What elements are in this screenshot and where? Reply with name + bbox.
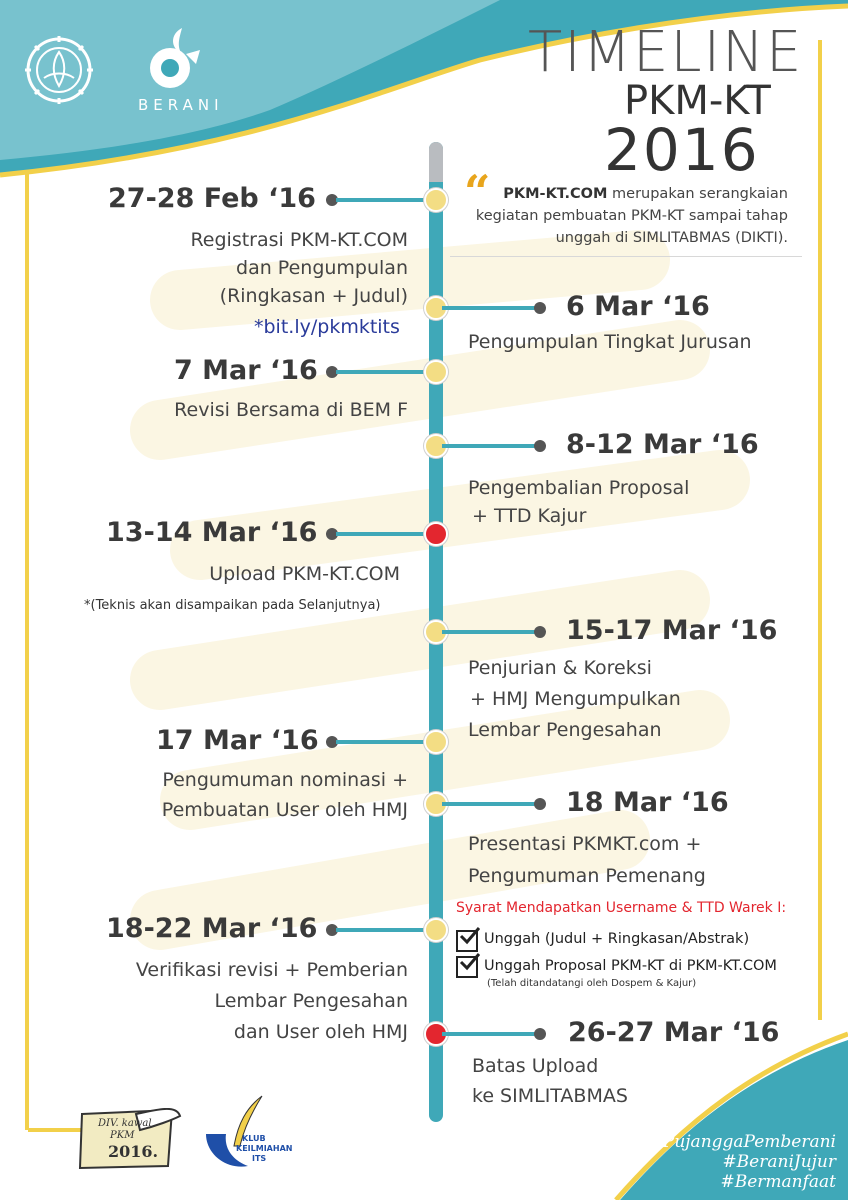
event-description: Presentasi PKMKT.com + Pengumuman Pemenang <box>468 833 706 887</box>
event-description: Penjurian & Koreksi + HMJ Mengumpulkan Lembar Pengesahan <box>468 657 681 741</box>
event-note: *(Teknis akan disampaikan pada Selanjutnya) <box>84 598 381 613</box>
requirement-note: (Telah ditandatangi oleh Dospem & Kajur) <box>487 978 697 989</box>
event-date: 17 Mar ‘16 <box>156 725 319 756</box>
intro-text <box>440 183 788 249</box>
timeline-connector <box>336 198 428 202</box>
event-date: 7 Mar ‘16 <box>174 355 318 386</box>
title-sub: PKM-KT <box>624 78 771 124</box>
timeline-connector <box>336 740 428 744</box>
timeline-node-deadline <box>424 522 448 546</box>
event-date: 15-17 Mar ‘16 <box>566 615 778 646</box>
timeline-connector <box>336 532 428 536</box>
timeline-node <box>424 730 448 754</box>
event-description: Revisi Bersama di BEM F <box>174 399 408 421</box>
title-year: 2016 <box>604 116 760 184</box>
div-kawal-pkm-logo: DIV. kawal PKM 2016. <box>76 1108 186 1172</box>
quote-icon: “ <box>464 165 491 219</box>
timeline-node <box>424 188 448 212</box>
intro-highlight: PKM-KT.COM <box>503 186 608 202</box>
berani-logo-text: BERANI <box>138 96 224 114</box>
event-description: Batas Upload ke SIMLITABMAS <box>472 1055 628 1107</box>
requirements-title: Syarat Mendapatkan Username & TTD Warek I: <box>456 900 787 916</box>
timeline-spine-top <box>429 142 443 182</box>
event-date: 27-28 Feb ‘16 <box>108 183 316 214</box>
timeline-dot <box>534 626 546 638</box>
timeline-node <box>424 360 448 384</box>
timeline-dot <box>534 440 546 452</box>
event-description: Verifikasi revisi + Pemberian Lembar Pengesahan dan User oleh HMJ <box>135 959 408 1043</box>
event-description: Pengumuman nominasi + Pembuatan User oleh HMJ <box>161 769 408 821</box>
event-description: Pengumpulan Tingkat Jurusan <box>468 331 752 353</box>
intro-divider <box>450 256 802 257</box>
its-logo-icon <box>24 34 94 106</box>
timeline-connector <box>336 928 428 932</box>
timeline-connector <box>336 370 428 374</box>
timeline-connector <box>442 306 540 310</box>
event-date: 8-12 Mar ‘16 <box>566 429 759 460</box>
event-date: 26-27 Mar ‘16 <box>568 1017 780 1048</box>
intro-line3: unggah di SIMLITABMAS (DIKTI). <box>555 230 788 246</box>
hashtag-list: #PujanggaPemberani #BeraniJujur #Bermanfaat <box>648 1132 836 1192</box>
klub-keilmiahan-its-logo: KLUB KEILMIAHAN ITS <box>196 1094 316 1184</box>
timeline-connector <box>442 802 540 806</box>
event-description: Upload PKM-KT.COM <box>209 563 400 585</box>
timeline-dot <box>534 302 546 314</box>
timeline-dot <box>534 798 546 810</box>
event-date: 18 Mar ‘16 <box>566 787 729 818</box>
checkbox-checked-icon <box>456 956 478 978</box>
timeline-connector <box>442 630 540 634</box>
checkbox-checked-icon <box>456 930 478 952</box>
event-description: Pengembalian Proposal + TTD Kajur <box>468 477 690 527</box>
intro-line2: kegiatan pembuatan PKM-KT sampai tahap <box>475 208 788 224</box>
requirement-item: Unggah Proposal PKM-KT di PKM-KT.COM <box>484 958 777 974</box>
event-description: Registrasi PKM-KT.COM dan Pengumpulan (Ringkasan + Judul) <box>190 229 408 307</box>
intro-line1: merupakan serangkaian <box>607 186 788 202</box>
frame-left-line <box>25 170 29 1130</box>
timeline-node <box>424 918 448 942</box>
event-date: 18-22 Mar ‘16 <box>106 913 318 944</box>
event-date: 6 Mar ‘16 <box>566 291 710 322</box>
berani-logo-icon <box>140 24 210 94</box>
requirement-item: Unggah (Judul + Ringkasan/Abstrak) <box>484 931 750 947</box>
frame-right-line <box>818 40 822 1020</box>
title-main: TIMELINE <box>528 20 804 85</box>
registration-link[interactable]: *bit.ly/pkmktits <box>254 316 400 338</box>
event-date: 13-14 Mar ‘16 <box>106 517 318 548</box>
timeline-connector <box>442 444 540 448</box>
